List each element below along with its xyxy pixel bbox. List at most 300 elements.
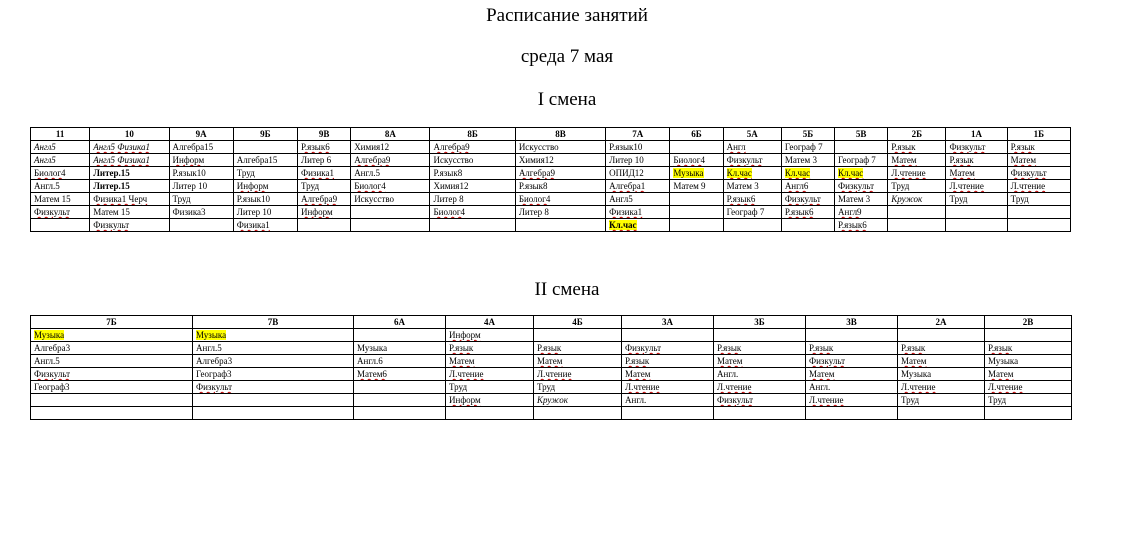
table-row: [31, 193, 1071, 206]
lesson-text: Матем: [537, 356, 563, 366]
lesson-text: Алгебра1: [609, 181, 646, 191]
lesson-cell: [446, 407, 534, 420]
lesson-text: Физкульт: [93, 220, 130, 230]
lesson-cell: [946, 180, 1007, 193]
lesson-cell: [781, 206, 834, 219]
lesson-text: Матем: [891, 155, 917, 165]
shift2-schedule-table: [30, 315, 1072, 420]
lesson-cell: [622, 394, 714, 407]
lesson-cell: [169, 154, 233, 167]
lesson-text: Алгебра15: [172, 142, 214, 152]
class-header: 9А: [169, 128, 233, 141]
lesson-cell: [946, 154, 1007, 167]
lesson-text: Матем 3: [784, 155, 817, 165]
lesson-cell: [446, 381, 534, 394]
lesson-text: Литер 10: [172, 181, 208, 191]
lesson-cell: [233, 154, 297, 167]
lesson-text: ОПИД12: [609, 168, 644, 178]
lesson-text: Труд: [300, 181, 320, 191]
class-header: 5А: [723, 128, 781, 141]
lesson-text: Физкульт: [196, 382, 233, 392]
lesson-text: Биолог4: [34, 168, 66, 178]
lesson-cell: [1007, 180, 1070, 193]
table-row: [31, 355, 1072, 368]
table-row: [31, 342, 1072, 355]
class-header: 9Б: [233, 128, 297, 141]
lesson-cell: [534, 407, 622, 420]
lesson-cell: [446, 355, 534, 368]
lesson-text: Матем 3: [838, 194, 871, 204]
shift1-heading: I смена: [537, 89, 597, 110]
lesson-cell: [714, 355, 806, 368]
lesson-text: Труд: [988, 395, 1007, 405]
lesson-text: Кружок: [537, 395, 568, 405]
lesson-cell: [233, 141, 297, 154]
lesson-cell: [297, 180, 350, 193]
lesson-cell: [714, 329, 806, 342]
class-header: 5В: [835, 128, 888, 141]
lesson-cell: [781, 167, 834, 180]
class-header: 2Б: [888, 128, 946, 141]
lesson-cell: [354, 381, 446, 394]
lesson-text: Р.язык8: [518, 181, 548, 191]
lesson-text: Физика1 Черч: [93, 194, 148, 204]
lesson-text: Р.язык: [949, 155, 974, 165]
lesson-cell: [31, 193, 90, 206]
shift1-schedule-table: [30, 127, 1071, 232]
lesson-text: Физика1: [236, 220, 270, 230]
lesson-cell: [90, 141, 169, 154]
lesson-cell: [622, 342, 714, 355]
lesson-cell: [297, 154, 350, 167]
lesson-cell: [90, 206, 169, 219]
lesson-cell: [622, 381, 714, 394]
lesson-cell: [806, 407, 898, 420]
lesson-text: Физика3: [172, 207, 206, 217]
lesson-cell: [714, 394, 806, 407]
lesson-cell: [714, 407, 806, 420]
lesson-cell: [835, 180, 888, 193]
lesson-cell: [31, 381, 193, 394]
lesson-text: Алгебра9: [518, 168, 555, 178]
lesson-cell: [233, 206, 297, 219]
lesson-cell: [835, 206, 888, 219]
lesson-cell: [606, 206, 670, 219]
lesson-cell: [806, 342, 898, 355]
lesson-text: Искусство: [354, 194, 395, 204]
lesson-text: Л.чтение: [717, 382, 752, 392]
lesson-cell: [31, 167, 90, 180]
lesson-text: Географ3: [196, 369, 232, 379]
class-header: 7В: [193, 316, 354, 329]
lesson-cell: [806, 329, 898, 342]
lesson-text: Физкульт: [726, 155, 763, 165]
table-row: [31, 368, 1072, 381]
lesson-cell: [723, 141, 781, 154]
lesson-cell: [985, 381, 1072, 394]
lesson-cell: [781, 193, 834, 206]
lesson-cell: [835, 141, 888, 154]
lesson-text: Л.чтение: [809, 395, 844, 405]
lesson-text: Англ5: [609, 194, 633, 204]
lesson-cell: [985, 355, 1072, 368]
lesson-cell: [169, 206, 233, 219]
lesson-text: Химия12: [518, 155, 554, 165]
lesson-text: Физкульт: [784, 194, 821, 204]
lesson-text: Л.чтение: [625, 382, 660, 392]
lesson-cell: [351, 180, 430, 193]
lesson-text: Литер 6: [300, 155, 332, 165]
lesson-cell: [723, 206, 781, 219]
lesson-cell: [888, 206, 946, 219]
lesson-text: Физкульт: [809, 356, 846, 366]
lesson-text: Р.язык8: [433, 168, 463, 178]
lesson-text: Труд: [1010, 194, 1029, 204]
lesson-cell: [31, 154, 90, 167]
lesson-cell: [606, 141, 670, 154]
class-header: 2В: [985, 316, 1072, 329]
lesson-text: Физика1: [609, 207, 643, 217]
lesson-cell: [354, 368, 446, 381]
lesson-cell: [193, 394, 354, 407]
table-row: [31, 381, 1072, 394]
lesson-cell: [31, 329, 193, 342]
lesson-text: Матем 9: [673, 181, 706, 191]
lesson-text: Р.язык10: [172, 168, 206, 178]
lesson-cell: [985, 329, 1072, 342]
lesson-cell: [888, 154, 946, 167]
lesson-cell: [90, 180, 169, 193]
lesson-text: Р.язык: [988, 343, 1013, 353]
lesson-text: Р.язык: [809, 343, 834, 353]
lesson-text: Англ.: [625, 395, 647, 405]
lesson-cell: [534, 394, 622, 407]
table-row: [31, 180, 1071, 193]
lesson-text: Кружок: [891, 194, 923, 204]
lesson-cell: [193, 342, 354, 355]
lesson-cell: [169, 180, 233, 193]
lesson-cell: [781, 219, 834, 232]
lesson-text: Литер 10: [609, 155, 644, 165]
lesson-cell: [946, 193, 1007, 206]
lesson-text: Физкульт: [717, 395, 754, 405]
lesson-cell: [354, 342, 446, 355]
table-row: [31, 206, 1071, 219]
lesson-cell: [297, 141, 350, 154]
lesson-text: Литер.15: [93, 168, 130, 178]
lesson-cell: [430, 154, 515, 167]
lesson-cell: [606, 219, 670, 232]
lesson-text: Алгебра9: [433, 142, 470, 152]
lesson-text: Литер.15: [93, 181, 130, 191]
lesson-text: Географ 7: [726, 207, 765, 217]
lesson-text: Литер 8: [433, 194, 464, 204]
lesson-text: Р.язык6: [726, 194, 756, 204]
class-header: 8В: [515, 128, 605, 141]
lesson-text: Л.чтение: [1010, 181, 1046, 191]
lesson-cell: [193, 381, 354, 394]
lesson-cell: [781, 141, 834, 154]
lesson-cell: [888, 180, 946, 193]
lesson-text: Музыка: [196, 330, 227, 340]
lesson-cell: [233, 167, 297, 180]
lesson-text: Матем: [988, 369, 1014, 379]
lesson-cell: [351, 193, 430, 206]
lesson-cell: [515, 193, 605, 206]
lesson-cell: [90, 154, 169, 167]
table-row: [31, 329, 1072, 342]
table-header-row: [31, 128, 1071, 141]
lesson-text: Биолог4: [673, 155, 705, 165]
lesson-text: Информ: [449, 395, 481, 405]
lesson-cell: [430, 141, 515, 154]
table-row: [31, 141, 1071, 154]
class-header: 6Б: [670, 128, 723, 141]
lesson-cell: [888, 167, 946, 180]
lesson-cell: [835, 219, 888, 232]
class-header: 5Б: [781, 128, 834, 141]
lesson-text: Матем: [625, 369, 651, 379]
lesson-cell: [835, 193, 888, 206]
lesson-cell: [985, 342, 1072, 355]
lesson-cell: [31, 180, 90, 193]
table-row: [31, 394, 1072, 407]
lesson-cell: [446, 329, 534, 342]
lesson-text: Труд: [891, 181, 910, 191]
class-header: 4А: [446, 316, 534, 329]
lesson-text: Л.чтение: [449, 369, 484, 379]
class-header: 3Б: [714, 316, 806, 329]
lesson-text: Матем: [809, 369, 835, 379]
lesson-cell: [515, 180, 605, 193]
lesson-text: Биолог4: [518, 194, 551, 204]
lesson-text: Р.язык: [901, 343, 926, 353]
lesson-cell: [31, 342, 193, 355]
lesson-text: Информ: [449, 330, 481, 340]
lesson-text: Информ: [300, 207, 333, 217]
lesson-cell: [714, 368, 806, 381]
lesson-cell: [31, 141, 90, 154]
lesson-text: Физкульт: [1010, 168, 1047, 178]
lesson-cell: [622, 368, 714, 381]
lesson-text: Кл.час: [609, 220, 637, 230]
lesson-text: Л.чтение: [537, 369, 572, 379]
lesson-cell: [534, 368, 622, 381]
lesson-text: Англ.5: [196, 343, 222, 353]
lesson-cell: [1007, 193, 1070, 206]
lesson-text: Р.язык6: [784, 207, 814, 217]
lesson-text: Англ5 Физика1: [93, 142, 150, 152]
lesson-text: Географ3: [34, 382, 70, 392]
lesson-text: Алгебра9: [354, 155, 391, 165]
lesson-text: Матем: [949, 168, 975, 178]
lesson-cell: [898, 368, 985, 381]
lesson-cell: [90, 193, 169, 206]
lesson-text: Алгебра9: [300, 194, 338, 204]
lesson-cell: [534, 342, 622, 355]
lesson-cell: [781, 180, 834, 193]
lesson-cell: [233, 219, 297, 232]
lesson-cell: [31, 407, 193, 420]
lesson-cell: [946, 167, 1007, 180]
lesson-cell: [430, 193, 515, 206]
lesson-text: Р.язык: [1010, 142, 1035, 152]
lesson-text: Музыка: [988, 356, 1019, 366]
lesson-text: Географ 7: [784, 142, 823, 152]
class-header: 1Б: [1007, 128, 1070, 141]
lesson-text: Физкульт: [838, 181, 875, 191]
class-header: 7А: [606, 128, 670, 141]
lesson-cell: [193, 368, 354, 381]
lesson-text: Труд: [901, 395, 920, 405]
lesson-cell: [31, 394, 193, 407]
lesson-text: Труд: [172, 194, 191, 204]
lesson-text: Химия12: [433, 181, 469, 191]
lesson-cell: [169, 167, 233, 180]
lesson-cell: [670, 180, 723, 193]
lesson-text: Р.язык: [625, 356, 650, 366]
lesson-text: Англ.5: [34, 181, 60, 191]
lesson-cell: [898, 394, 985, 407]
lesson-cell: [723, 219, 781, 232]
lesson-cell: [351, 206, 430, 219]
lesson-cell: [723, 193, 781, 206]
lesson-text: Биолог4: [433, 207, 466, 217]
lesson-cell: [806, 394, 898, 407]
lesson-text: Англ.6: [357, 356, 383, 366]
lesson-cell: [31, 355, 193, 368]
lesson-cell: [31, 368, 193, 381]
class-header: 11: [31, 128, 90, 141]
lesson-text: Искусство: [433, 155, 474, 165]
lesson-cell: [781, 154, 834, 167]
lesson-cell: [354, 407, 446, 420]
page-subtitle: среда 7 мая: [520, 46, 614, 67]
lesson-cell: [1007, 219, 1070, 232]
lesson-cell: [898, 355, 985, 368]
lesson-cell: [351, 141, 430, 154]
lesson-text: Англ6: [784, 181, 809, 191]
lesson-text: Англ.: [809, 382, 831, 392]
lesson-cell: [985, 394, 1072, 407]
class-header: 8Б: [430, 128, 515, 141]
lesson-cell: [622, 407, 714, 420]
lesson-text: Р.язык: [891, 142, 916, 152]
lesson-cell: [351, 167, 430, 180]
lesson-cell: [90, 167, 169, 180]
lesson-text: Матем 15: [93, 207, 130, 217]
lesson-text: Р.язык10: [236, 194, 270, 204]
lesson-cell: [835, 167, 888, 180]
shift2-heading: II смена: [534, 279, 600, 300]
lesson-cell: [351, 219, 430, 232]
lesson-text: Физкульт: [34, 207, 71, 217]
lesson-cell: [515, 206, 605, 219]
lesson-cell: [297, 193, 350, 206]
class-header: 1А: [946, 128, 1007, 141]
lesson-cell: [31, 219, 90, 232]
lesson-cell: [670, 219, 723, 232]
lesson-text: Литер 8: [518, 207, 549, 217]
lesson-cell: [723, 180, 781, 193]
lesson-cell: [806, 355, 898, 368]
lesson-text: Физкульт: [34, 369, 71, 379]
lesson-cell: [888, 193, 946, 206]
lesson-cell: [534, 355, 622, 368]
table-row: [31, 154, 1071, 167]
lesson-cell: [193, 407, 354, 420]
lesson-cell: [169, 141, 233, 154]
lesson-cell: [723, 154, 781, 167]
class-header: 9В: [297, 128, 350, 141]
lesson-cell: [946, 206, 1007, 219]
lesson-cell: [606, 154, 670, 167]
lesson-cell: [534, 329, 622, 342]
lesson-cell: [806, 381, 898, 394]
lesson-text: Матем: [1010, 155, 1037, 165]
lesson-cell: [898, 407, 985, 420]
lesson-cell: [31, 206, 90, 219]
lesson-text: Труд: [449, 382, 468, 392]
class-header: 3А: [622, 316, 714, 329]
class-header: 8А: [351, 128, 430, 141]
lesson-cell: [898, 329, 985, 342]
page-title: Расписание занятий: [486, 5, 648, 26]
lesson-text: Р.язык6: [300, 142, 330, 152]
lesson-text: Англ.5: [354, 168, 380, 178]
table-header-row: [31, 316, 1072, 329]
lesson-text: Р.язык10: [609, 142, 643, 152]
lesson-text: Географ 7: [838, 155, 876, 165]
lesson-cell: [670, 206, 723, 219]
lesson-cell: [622, 329, 714, 342]
lesson-text: Матем: [717, 356, 743, 366]
lesson-cell: [985, 407, 1072, 420]
lesson-cell: [515, 219, 605, 232]
lesson-text: Англ5 Физика1: [93, 155, 150, 165]
lesson-text: Матем 3: [726, 181, 759, 191]
lesson-text: Искусство: [518, 142, 559, 152]
class-header: 3В: [806, 316, 898, 329]
lesson-cell: [354, 355, 446, 368]
lesson-text: Англ.5: [34, 356, 60, 366]
lesson-text: Литер 10: [236, 207, 272, 217]
lesson-cell: [1007, 167, 1070, 180]
lesson-text: Р.язык: [717, 343, 742, 353]
lesson-cell: [297, 206, 350, 219]
lesson-cell: [946, 219, 1007, 232]
lesson-cell: [888, 141, 946, 154]
lesson-cell: [606, 193, 670, 206]
lesson-text: Матем: [449, 356, 475, 366]
lesson-text: Информ: [172, 155, 205, 165]
lesson-text: Труд: [537, 382, 556, 392]
lesson-cell: [297, 219, 350, 232]
lesson-cell: [193, 329, 354, 342]
lesson-cell: [169, 219, 233, 232]
lesson-cell: [670, 167, 723, 180]
lesson-text: Л.чтение: [891, 168, 926, 178]
lesson-cell: [169, 193, 233, 206]
lesson-text: Труд: [949, 194, 968, 204]
lesson-cell: [670, 193, 723, 206]
lesson-text: Англ5: [34, 155, 56, 165]
lesson-cell: [888, 219, 946, 232]
lesson-cell: [297, 167, 350, 180]
lesson-text: Англ.: [717, 369, 739, 379]
lesson-text: Труд: [236, 168, 255, 178]
class-header: 10: [90, 128, 169, 141]
